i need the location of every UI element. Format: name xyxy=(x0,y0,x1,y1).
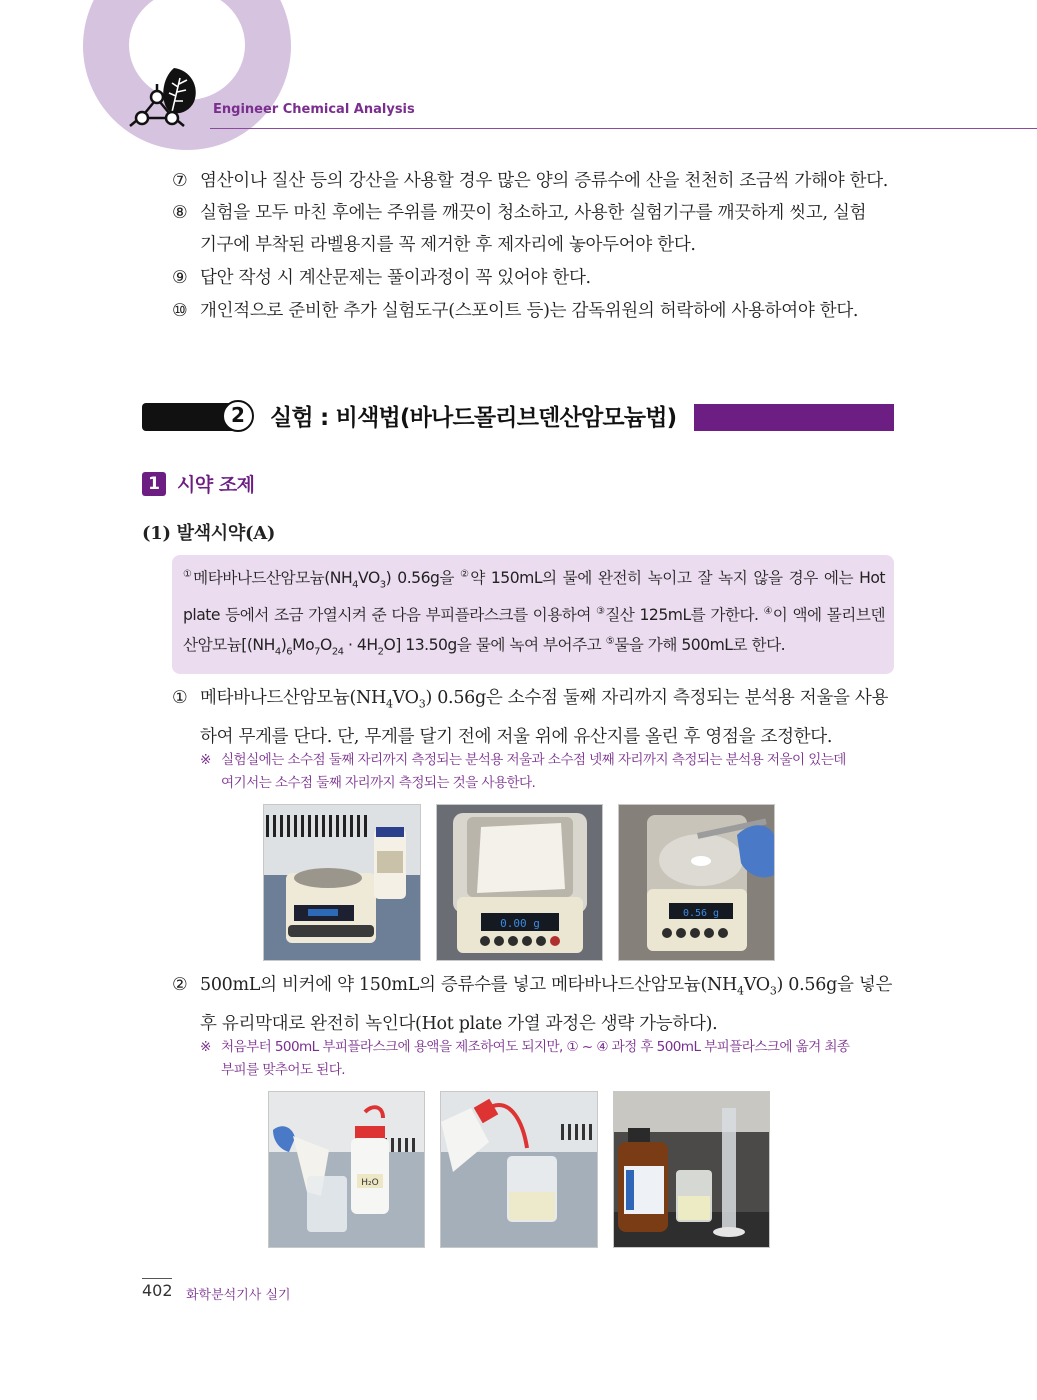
rule-number: ⑩ xyxy=(172,301,188,321)
rule-item-10 xyxy=(172,295,897,327)
procedure-text: 질산 125mL를 가한다. xyxy=(605,606,764,625)
molecule-leaf-icon xyxy=(128,64,202,130)
bottle-label: H₂O xyxy=(361,1178,379,1188)
procedure-text: O xyxy=(320,635,332,654)
step-marker: ④ xyxy=(763,605,773,617)
procedure-text: · 4H xyxy=(343,635,378,654)
rule-item-9 xyxy=(172,262,897,294)
step-text-continued: 하여 무게를 단다. 단, 무게를 달기 전에 저울 위에 유산지를 올린 후 영점을 조정한다. xyxy=(200,726,833,747)
rule-text-continued: 기구에 부착된 라벨용지를 꼭 제거한 후 제자리에 놓아두어야 한다. xyxy=(200,235,696,255)
subscript: 4 xyxy=(352,579,359,591)
procedure-text: 메타바나드산암모늄(NH xyxy=(193,569,353,588)
scale-display: 0.56 g xyxy=(682,908,720,919)
rule-number: ⑧ xyxy=(172,203,188,223)
subscript: 3 xyxy=(769,984,777,998)
rule-text: 실험을 모두 마친 후에는 주위를 깨끗이 청소하고, 사용한 실험기구를 깨끗하게 씻고, 실험 xyxy=(200,203,867,223)
step-2 xyxy=(172,969,897,1040)
note-mark: ※ xyxy=(200,1039,211,1055)
rule-number: ⑦ xyxy=(172,171,188,191)
rule-item-7 xyxy=(172,165,897,197)
rule-text: 염산이나 질산 등의 강산을 사용할 경우 많은 양의 증류수에 산을 천천히 조금씩 가해야 한다. xyxy=(200,171,889,191)
subscript: 3 xyxy=(379,579,386,591)
footer-rule xyxy=(142,1278,172,1279)
subsection-title: 시약 조제 xyxy=(177,474,255,496)
procedure-text: 약 150mL의 물에 완전히 녹이고 잘 녹지 않을 경우 에는 Hot plate 등에서 조금 가열시켜 준 다음 부피플라스크를 이용하여 xyxy=(183,569,885,625)
rule-text: 개인적으로 준비한 추가 실험도구(스포이트 등)는 감독위원의 허락하에 사용하여야 한다. xyxy=(200,301,859,321)
subscript: 4 xyxy=(274,645,281,657)
section-bar-right xyxy=(694,404,894,431)
step-text-continued: 후 유리막대로 완전히 녹인다(Hot plate 가열 과정은 생략 가능하다). xyxy=(200,1013,718,1034)
photo-balance-with-weighing-paper xyxy=(436,804,603,961)
procedure-box xyxy=(172,555,894,674)
step-text: ) 0.56g은 소수점 둘째 자리까지 측정되는 분석용 저울을 사용 xyxy=(425,688,889,708)
subscript: 4 xyxy=(737,984,744,998)
subscript: 4 xyxy=(385,697,393,711)
procedure-text: Mo xyxy=(292,635,315,654)
step-number: ① xyxy=(172,688,188,708)
step-1-note xyxy=(200,749,897,795)
photo-pouring-reagent-into-beaker xyxy=(268,1091,425,1248)
procedure-text: ) xyxy=(280,635,287,654)
step-1 xyxy=(172,682,897,753)
subscript: 3 xyxy=(418,697,426,711)
header-rule xyxy=(210,128,1037,129)
section-number: 2 xyxy=(222,400,254,432)
note-text-continued: 부피를 맞추어도 된다. xyxy=(221,1062,345,1078)
step-marker: ③ xyxy=(596,605,606,617)
subsection-number-badge: 1 xyxy=(142,472,166,496)
step-marker: ② xyxy=(460,569,471,580)
procedure-text: ) 0.56g을 xyxy=(385,569,461,588)
section-title: 실험 : 비색법(바나드몰리브덴산암모늄법) xyxy=(270,405,677,431)
step-marker: ① xyxy=(183,569,194,580)
note-text-continued: 여기서는 소수점 둘째 자리까지 측정되는 것을 사용한다. xyxy=(221,775,536,791)
subscript: 24 xyxy=(331,645,344,657)
note-mark: ※ xyxy=(200,752,211,768)
note-text: 실험실에는 소수점 둘째 자리까지 측정되는 분석용 저울과 소수점 넷째 자리까지 측정되는 분석용 저울이 있는데 xyxy=(221,752,846,768)
book-name: 화학분석기사 실기 xyxy=(186,1288,291,1303)
step-text: VO xyxy=(392,688,419,708)
photo-nitric-acid-bottle-and-cylinder xyxy=(613,1091,770,1248)
step-2-note xyxy=(200,1036,897,1082)
procedure-text: O] 13.50g을 물에 녹여 부어주고 xyxy=(383,635,606,654)
page-number: 402 xyxy=(142,1281,173,1300)
step-text: ) 0.56g을 넣은 xyxy=(776,975,893,995)
photo-adding-distilled-water-wash-bottle xyxy=(440,1091,598,1248)
subscript: 2 xyxy=(377,645,384,657)
subscript: 7 xyxy=(314,645,321,657)
book-title: Engineer Chemical Analysis xyxy=(213,102,415,117)
step-number: ② xyxy=(172,975,188,995)
procedure-text: 물을 가해 500mL로 한다. xyxy=(614,635,786,654)
step-text: 500mL의 비커에 약 150mL의 증류수를 넣고 메타바나드산암모늄(NH xyxy=(200,975,738,995)
rule-item-8 xyxy=(172,197,897,261)
note-text: 처음부터 500mL 부피플라스크에 용액을 제조하여도 되지만, ① ~ ④ 과정 후 500mL 부피플라스크에 옮겨 최종 xyxy=(221,1039,850,1055)
photo-balance-with-reagent-bottle xyxy=(263,804,421,961)
step-marker: ⑤ xyxy=(605,635,615,647)
procedure-text: 이 액에 몰리브덴산암모늄[(NH xyxy=(183,606,886,654)
step-text: 메타바나드산암모늄(NH xyxy=(200,688,386,708)
item-title: (1) 발색시약(A) xyxy=(142,523,276,544)
rule-number: ⑨ xyxy=(172,268,188,288)
rule-text: 답안 작성 시 계산문제는 풀이과정이 꼭 있어야 한다. xyxy=(200,268,591,288)
procedure-text: VO xyxy=(358,569,380,588)
step-text: VO xyxy=(743,975,770,995)
scale-display: 0.00 g xyxy=(500,917,540,930)
photo-weighing-sample-with-spatula xyxy=(618,804,775,961)
subscript: 6 xyxy=(286,645,293,657)
